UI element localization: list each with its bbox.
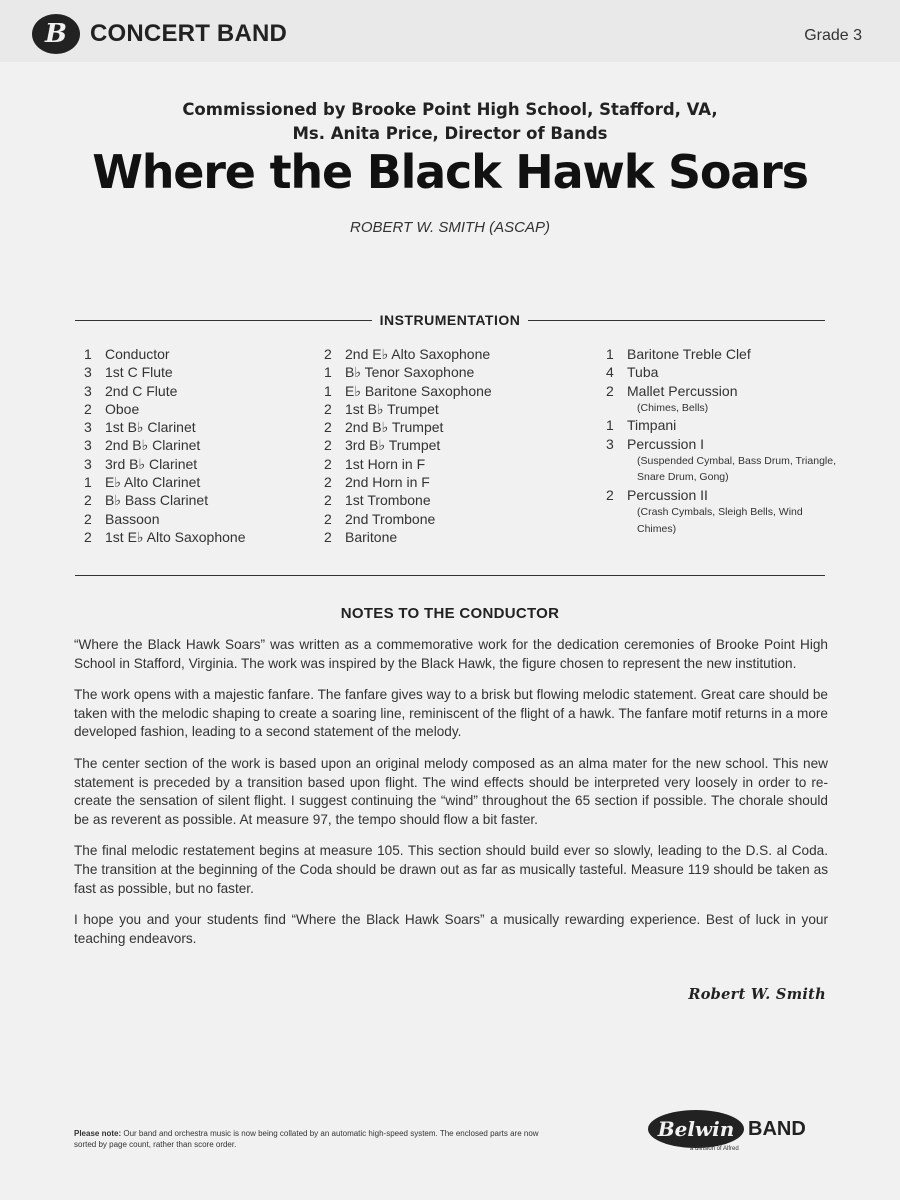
instrument-name-cell <box>345 473 594 491</box>
brand-title: CONCERT BAND <box>90 20 288 47</box>
instrument-quantity: 4 <box>606 364 614 381</box>
instrument-row <box>324 455 594 473</box>
instrument-row <box>324 436 594 454</box>
instrument-name: Baritone <box>345 528 398 545</box>
instrument-name-cell <box>105 491 314 509</box>
instrument-name-cell <box>105 510 314 528</box>
instrument-note: (Crash Cymbals, Sleigh Bells, Wind Chimes) <box>637 506 803 535</box>
instrument-quantity: 1 <box>324 382 332 399</box>
footer-note-text: Our band and orchestra music is now being collated by an automatic high-speed system. The enclosed parts are now sorted by page count, rather than score order. <box>74 1129 539 1149</box>
instrument-name: 1st C Flute <box>105 364 173 381</box>
instrument-quantity: 1 <box>324 364 332 381</box>
instrument-quantity: 2 <box>324 419 332 436</box>
instrument-row <box>606 345 836 363</box>
instrument-name-cell <box>345 418 594 436</box>
instrument-name: 2nd C Flute <box>105 382 178 399</box>
instrument-name: 1st B♭ Clarinet <box>105 419 196 436</box>
instrument-quantity: 1 <box>84 346 92 362</box>
instrument-row <box>324 400 594 418</box>
instrument-quantity: 3 <box>84 419 92 436</box>
instrument-quantity: 2 <box>324 346 332 362</box>
notes-body <box>74 636 828 961</box>
instrument-quantity: 1 <box>606 346 614 362</box>
instrument-quantity: 2 <box>84 400 92 417</box>
instrument-name-cell <box>105 436 314 454</box>
instrument-quantity: 3 <box>84 437 92 454</box>
instrument-name-cell <box>627 345 836 363</box>
instrument-name-cell <box>345 528 594 546</box>
instrument-row <box>84 528 314 546</box>
instrumentation-column-2 <box>324 345 594 546</box>
instrument-name-cell <box>105 382 314 400</box>
instrument-row <box>324 382 594 400</box>
instrument-name: 2nd Trombone <box>345 510 436 527</box>
publisher-subtitle: a division of Alfred <box>690 1146 739 1152</box>
instrument-row <box>84 382 314 400</box>
grade-label: Grade 3 <box>804 27 862 44</box>
instrument-row <box>324 491 594 509</box>
instrument-name: 1st E♭ Alto Saxophone <box>105 528 246 545</box>
notes-paragraph: I hope you and your students find “Where the Black Hawk Soars” a musically rewarding experience. Best of luck in your teaching endeavors. <box>74 912 828 946</box>
instrument-quantity: 2 <box>324 400 332 417</box>
concert-band-logo-icon: B <box>32 14 80 54</box>
instrument-name-cell <box>105 363 314 381</box>
notes-paragraph: The center section of the work is based upon an original melody composed as an alma mater for the new school. This new statement is preceded by a transition based upon flight. The wind effects should be interpreted very loosely in order to re-create the sensation of silent flight. I suggest continuing the “wind” throughout the 65 section if possible. The chorale should be as reverent as possible. At measure 97, the tempo should flow a bit faster. <box>74 755 828 827</box>
instrument-row <box>606 416 836 434</box>
divider <box>528 320 825 321</box>
instrumentation-column-3 <box>606 345 836 537</box>
instrument-quantity: 1 <box>84 474 92 491</box>
instrument-row <box>84 400 314 418</box>
instrument-row <box>84 418 314 436</box>
instrument-name-cell <box>345 455 594 473</box>
instrument-name-cell <box>345 363 594 381</box>
instrument-name: 3rd B♭ Trumpet <box>345 437 441 454</box>
instrument-name-cell <box>345 436 594 454</box>
instrument-name-cell <box>627 416 836 434</box>
belwin-logo-icon: Belwin <box>648 1110 744 1148</box>
instrument-name: 2nd B♭ Clarinet <box>105 437 201 454</box>
instrument-name-cell <box>105 345 314 363</box>
instrument-row <box>606 435 836 486</box>
instrument-name: Mallet Percussion <box>627 382 738 399</box>
instrument-row <box>84 436 314 454</box>
instrument-quantity: 2 <box>606 382 614 399</box>
instrument-quantity: 3 <box>84 364 92 381</box>
instrument-name: 3rd B♭ Clarinet <box>105 455 198 472</box>
instrument-quantity: 1 <box>606 417 614 434</box>
instrument-row <box>84 345 314 363</box>
instrument-quantity: 2 <box>84 528 92 545</box>
instrument-row <box>324 510 594 528</box>
instrument-name: E♭ Alto Clarinet <box>105 474 201 491</box>
page-title: Where the Black Hawk Soars <box>92 145 808 199</box>
notes-paragraph: The final melodic restatement begins at measure 105. This section should build ever so slowly, leading to the D.S. al Coda. The transition at the beginning of the Coda should be drawn out as far as musically tasteful. Measure 119 should be taken as fast as possible, but no faster. <box>74 843 828 896</box>
instrument-row <box>324 345 594 363</box>
footer-note <box>74 1128 544 1150</box>
instrument-row <box>606 363 836 381</box>
instrument-name: Bassoon <box>105 510 160 527</box>
instrument-name: 2nd B♭ Trumpet <box>345 419 444 436</box>
instrument-name: 1st Trombone <box>345 492 431 509</box>
instrument-name: E♭ Baritone Saxophone <box>345 382 492 399</box>
publisher-word: BAND <box>748 1117 806 1140</box>
instrument-row <box>84 455 314 473</box>
instrument-note: (Chimes, Bells) <box>637 401 709 414</box>
instrument-name: Baritone Treble Clef <box>627 346 751 362</box>
instrument-name: Percussion II <box>627 486 708 503</box>
composer-signature: Robert W. Smith <box>688 986 826 1003</box>
footer-note-label: Please note: <box>74 1129 122 1138</box>
instrument-name: Conductor <box>105 346 170 362</box>
instrument-name-cell <box>345 382 594 400</box>
instrument-name-cell <box>105 473 314 491</box>
instrument-quantity: 2 <box>324 528 332 545</box>
instrument-quantity: 2 <box>324 510 332 527</box>
instrument-name-cell <box>345 491 594 509</box>
instrument-name-cell <box>345 400 594 418</box>
instrument-name-cell <box>105 455 314 473</box>
instrument-name: Tuba <box>627 364 659 381</box>
instrument-quantity: 2 <box>324 474 332 491</box>
instrument-name: Oboe <box>105 400 140 417</box>
instrument-row <box>324 418 594 436</box>
instrument-name: Timpani <box>627 417 677 434</box>
instrument-quantity: 2 <box>324 437 332 454</box>
instrument-name-cell <box>627 382 836 417</box>
instrument-row <box>324 473 594 491</box>
instrumentation-heading: INSTRUMENTATION <box>379 312 521 328</box>
instrument-name-cell <box>105 418 314 436</box>
instrument-name-cell <box>345 510 594 528</box>
instrument-quantity: 3 <box>84 455 92 472</box>
instrumentation-column-1 <box>84 345 314 546</box>
instrument-name: B♭ Tenor Saxophone <box>345 364 475 381</box>
instrument-name-cell <box>627 435 836 486</box>
instrument-row <box>84 473 314 491</box>
instrument-name: Percussion I <box>627 435 705 452</box>
notes-paragraph: The work opens with a majestic fanfare. The fanfare gives way to a brisk but flowing melodic statement. Great care should be taken with the melodic shaping to create a soaring line, reminiscent of the flight of a hawk. The fanfare motif returns in a more developed fashion, leading to a second statement of the melody. <box>74 687 828 740</box>
instrument-name-cell <box>345 345 594 363</box>
notes-paragraph: “Where the Black Hawk Soars” was written as a commemorative work for the dedication ceremonies of Brooke Point High School in Stafford, Virginia. The work was inspired by the Black Hawk, the figure chosen to represent the new institution. <box>74 637 828 671</box>
instrument-name-cell <box>627 486 836 537</box>
instrument-quantity: 2 <box>324 492 332 509</box>
instrument-name: 2nd E♭ Alto Saxophone <box>345 346 491 362</box>
instrument-name: 1st Horn in F <box>345 455 426 472</box>
instrument-name: 2nd Horn in F <box>345 474 430 491</box>
commission-line-2: Ms. Anita Price, Director of Bands <box>292 124 608 143</box>
instrument-row <box>606 486 836 537</box>
instrument-name: 1st B♭ Trumpet <box>345 400 439 417</box>
instrument-row <box>84 491 314 509</box>
brand <box>32 14 287 54</box>
instrument-row <box>84 363 314 381</box>
header-band <box>0 0 900 62</box>
notes-heading: NOTES TO THE CONDUCTOR <box>340 605 560 622</box>
instrumentation-heading-row <box>75 310 825 330</box>
instrument-quantity: 2 <box>324 455 332 472</box>
instrument-row <box>606 382 836 417</box>
instrument-row <box>84 510 314 528</box>
instrument-quantity: 2 <box>84 492 92 509</box>
instrument-row <box>324 528 594 546</box>
instrument-note: (Suspended Cymbal, Bass Drum, Triangle, Snare Drum, Gong) <box>637 454 837 484</box>
divider <box>75 320 372 321</box>
section-divider <box>75 575 825 576</box>
commission-line-1: Commissioned by Brooke Point High School, Stafford, VA, <box>182 100 718 119</box>
instrument-name-cell <box>105 528 314 546</box>
instrument-name: B♭ Bass Clarinet <box>105 492 209 509</box>
composer: ROBERT W. SMITH (ASCAP) <box>349 219 550 236</box>
instrument-name-cell <box>105 400 314 418</box>
publisher-logo <box>648 1110 806 1148</box>
instrument-row <box>324 363 594 381</box>
instrument-quantity: 3 <box>84 382 92 399</box>
instrument-quantity: 3 <box>606 435 614 452</box>
instrument-quantity: 2 <box>84 510 92 527</box>
instrument-name-cell <box>627 363 836 381</box>
instrument-quantity: 2 <box>606 486 614 503</box>
